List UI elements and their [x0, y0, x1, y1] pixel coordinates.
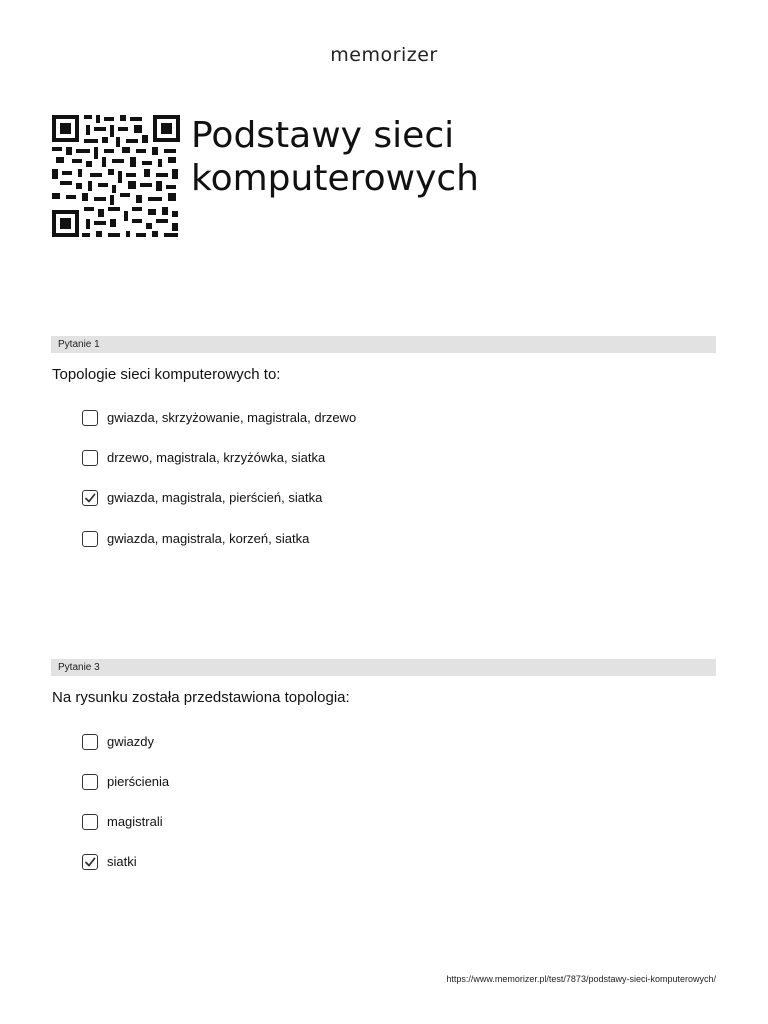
option-label: drzewo, magistrala, krzyżówka, siatka — [107, 450, 326, 465]
page-title — [191, 114, 711, 200]
checkbox-icon[interactable] — [82, 854, 98, 870]
checkbox-icon[interactable] — [82, 531, 98, 547]
qr-code-icon — [52, 115, 180, 237]
question-1-option-3[interactable] — [82, 488, 322, 507]
footer-url[interactable]: https://www.memorizer.pl/test/7873/podstawy-sieci-komputerowych/ — [446, 974, 716, 984]
option-label: magistrali — [107, 814, 163, 829]
question-3-option-4[interactable] — [82, 852, 137, 871]
option-label: pierścienia — [107, 774, 170, 789]
question-3-option-2[interactable] — [82, 772, 169, 791]
question-3-header: Pytanie 3 — [51, 659, 716, 676]
checkbox-icon[interactable] — [82, 490, 98, 506]
checkbox-icon[interactable] — [82, 814, 98, 830]
question-1-option-2[interactable] — [82, 448, 325, 467]
option-label: gwiazda, magistrala, korzeń, siatka — [107, 531, 310, 546]
question-1-option-4[interactable] — [82, 529, 309, 548]
question-3-option-1[interactable] — [82, 732, 154, 751]
checkbox-icon[interactable] — [82, 410, 98, 426]
question-3-option-3[interactable] — [82, 812, 163, 831]
memorizer-logo: memorizer — [330, 44, 438, 66]
page-title-line-2: komputerowych — [191, 158, 479, 199]
checkmark-icon — [84, 856, 96, 868]
option-label: gwiazdy — [107, 734, 154, 749]
question-1-text: Topologie sieci komputerowych to: — [52, 366, 281, 383]
checkbox-icon[interactable] — [82, 734, 98, 750]
option-label: gwiazda, skrzyżowanie, magistrala, drzewo — [107, 410, 357, 425]
question-1-option-1[interactable] — [82, 408, 356, 427]
checkmark-icon — [84, 492, 96, 504]
question-1-header: Pytanie 1 — [51, 336, 716, 353]
checkbox-icon[interactable] — [82, 774, 98, 790]
page-title-line-1: Podstawy sieci — [191, 115, 455, 156]
option-label: siatki — [107, 854, 137, 869]
checkbox-icon[interactable] — [82, 450, 98, 466]
option-label: gwiazda, magistrala, pierścień, siatka — [107, 490, 323, 505]
question-3-text: Na rysunku została przedstawiona topologia: — [52, 689, 350, 706]
